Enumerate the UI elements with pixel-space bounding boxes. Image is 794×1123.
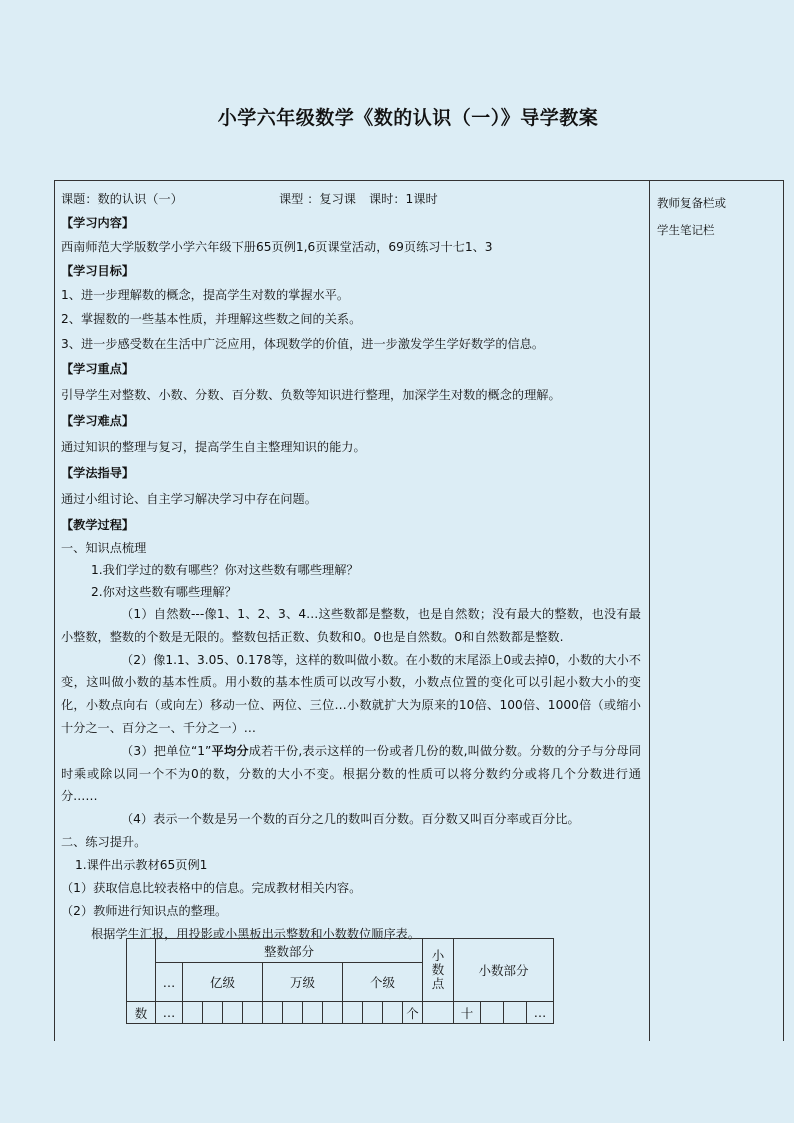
part1-heading: 一、知识点梳理: [61, 541, 147, 555]
digit-cell-ge: 个: [403, 1002, 423, 1024]
question-2: 2.你对这些数有哪些理解？: [91, 585, 237, 599]
goal-item: 1、进一步理解数的概念，提高学生对数的掌握水平。: [61, 288, 350, 302]
goal-item: 2、掌握数的一些基本性质，并理解这些数之间的关系。: [61, 312, 362, 326]
digit-cell: [263, 1002, 283, 1024]
digit-row-label: 数: [127, 1002, 156, 1024]
decimal-point-header: [423, 939, 454, 1002]
place-value-table: [126, 938, 554, 1024]
content-text: 西南师范大学版数学小学六年级下册65页例1,6页课堂活动，69页练习十七1、3: [61, 240, 493, 254]
page-title: 小学六年级数学《数的认识（一）》导学教案: [217, 107, 599, 129]
meta-hours: 课时：1课时: [369, 192, 438, 206]
paragraph-fractions: [61, 740, 641, 808]
notes-label-1: 教师复备栏或: [657, 196, 726, 210]
part2-heading: 二、练习提升。: [61, 834, 147, 849]
lesson-meta: [61, 187, 641, 211]
notes-label-2: 学生笔记栏: [657, 223, 715, 237]
key-text: 引导学生对整数、小数、分数、百分数、负数等知识进行整理，加深学生对数的概念的理解。: [61, 388, 561, 402]
column-divider: [649, 181, 650, 1041]
fraction-text-a: （3）把单位“1”: [121, 743, 212, 758]
digit-cell-shi: 十: [454, 1002, 481, 1024]
fraction-text-c: 成若干份,表示这样的一份或者几份的数,叫做分数。分数的分子与分母同时乘或除以同一个不为0的数，分数的大小不变。根据分数的性质可以将分数约分或将几个分数进行通分……: [61, 743, 642, 804]
digit-cell: [203, 1002, 223, 1024]
exercise-1-step-2: （2）教师进行知识点的整理。: [61, 903, 228, 918]
point-char: 点: [431, 976, 445, 991]
paragraph-percent: （4）表示一个数是另一个数的百分之几的数叫百分数。百分数又叫百分率或百分比。: [121, 812, 580, 827]
fraction-keyword: 平均分: [211, 743, 249, 758]
method-heading: 【学法指导】: [61, 466, 135, 480]
digit-cell-ellipsis: …: [156, 1002, 183, 1024]
meta-topic: 课题：数的认识（一）: [61, 192, 183, 206]
difficulty-heading: 【学习难点】: [61, 414, 135, 428]
difficulty-text: 通过知识的整理与复习，提高学生自主整理知识的能力。: [61, 440, 366, 454]
point-char: 小: [431, 948, 445, 963]
digit-cell: [504, 1002, 527, 1024]
integer-part-header: 整数部分: [156, 939, 423, 963]
meta-type: 课型 ：复习课: [279, 192, 356, 206]
method-text: 通过小组讨论、自主学习解决学习中存在问题。: [61, 492, 317, 506]
lesson-body: [61, 187, 641, 946]
content-heading: 【学习内容】: [61, 216, 135, 230]
wan-level-header: 万级: [263, 963, 343, 1002]
question-1: 1.我们学过的数有哪些？你对这些数有哪些理解？: [91, 563, 359, 577]
digit-cell: [323, 1002, 343, 1024]
exercise-1-step-3: 根据学生汇报，用投影或小黑板出示整数和小数数位顺序表。: [91, 926, 421, 941]
digit-cell: [343, 1002, 363, 1024]
goals-heading: 【学习目标】: [61, 264, 135, 278]
exercise-1: 1.课件出示教材65页例1: [75, 857, 208, 872]
digit-cell: [383, 1002, 403, 1024]
digit-cell: [223, 1002, 243, 1024]
digit-cell: [481, 1002, 504, 1024]
notes-column: [657, 190, 726, 244]
integer-ellipsis: …: [156, 963, 183, 1002]
decimal-part-header: 小数部分: [454, 939, 554, 1002]
lesson-table: [54, 180, 784, 1041]
digit-cell: [183, 1002, 203, 1024]
digit-cell: [303, 1002, 323, 1024]
digit-cell: [363, 1002, 383, 1024]
key-heading: 【学习重点】: [61, 362, 135, 376]
digit-cell: [283, 1002, 303, 1024]
paragraph-decimals: （2）像1.1、3.05、0.178等，这样的数叫做小数。在小数的末尾添上0或去掉0，小数的大小不变，这叫做小数的基本性质。用小数的基本性质可以改写小数，小数点位置的变化可以引起小数大小的变化，小数点向右（或向左）移动一位、两位、三位…小数就扩大为原来的10倍、100倍、1000倍（或缩小十分之一、百分之一、千分之一）…: [61, 652, 641, 735]
paragraph-natural-numbers: （1）自然数---像1、1、2、3、4…这些数都是整数，也是自然数；没有最大的整数，也没有最小整数，整数的个数是无限的。整数包括正数、负数和0。0也是自然数。0和自然数都是整数.: [61, 607, 641, 644]
point-char: 数: [431, 962, 445, 977]
process-heading: 【教学过程】: [61, 518, 135, 532]
exercise-1-step-1: （1）获取信息比较表格中的信息。完成教材相关内容。: [61, 880, 362, 895]
ge-level-header: 个级: [343, 963, 423, 1002]
digit-cell-point: [423, 1002, 454, 1024]
yi-level-header: 亿级: [183, 963, 263, 1002]
digit-cell-end-ellipsis: …: [527, 1002, 554, 1024]
goal-item: 3、进一步感受数在生活中广泛应用，体现数学的价值，进一步激发学生学好数学的信息。: [61, 337, 545, 351]
table-corner: [127, 939, 156, 1002]
digit-cell: [243, 1002, 263, 1024]
